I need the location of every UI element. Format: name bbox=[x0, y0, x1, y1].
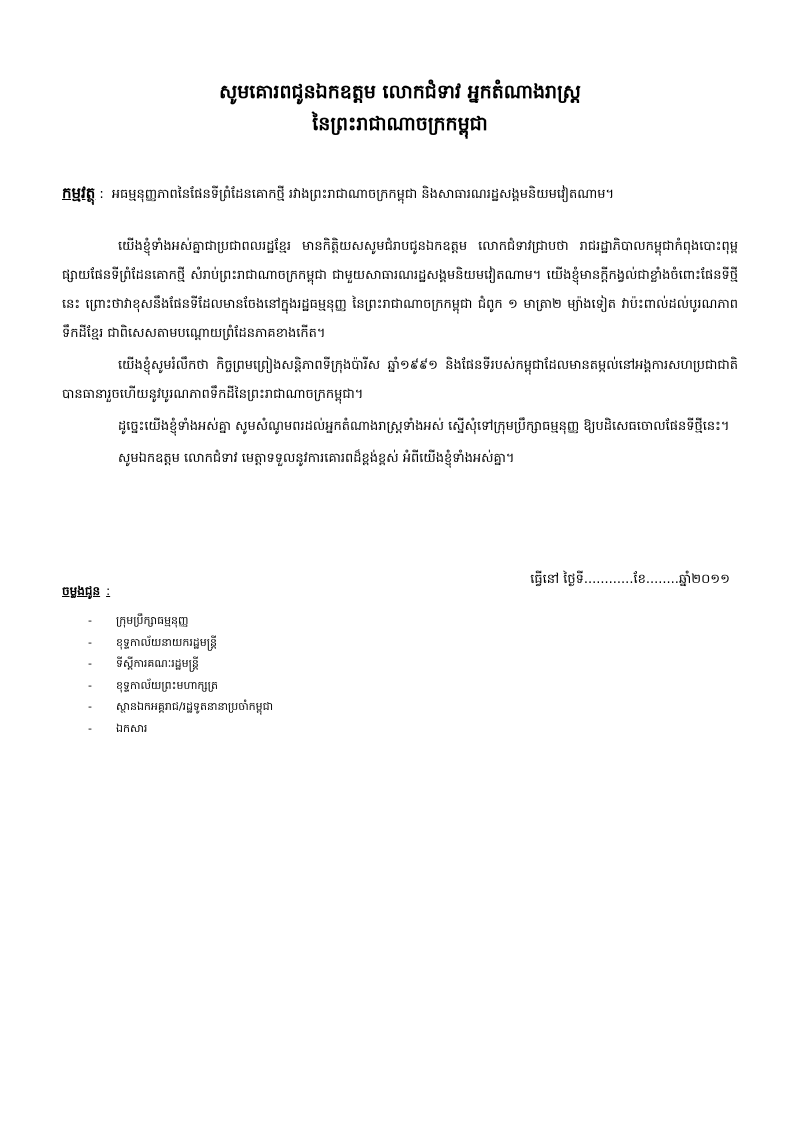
date-line: ធ្វើនៅ ថ្ងៃទី............ខែ........ឆ្នាំ២០១១ bbox=[530, 572, 730, 587]
cc-recipient: ស្ថានឯកអគ្គរាជ/រដ្ឋទូតនានាប្រចាំកម្ពុជា bbox=[116, 700, 274, 714]
cc-colon: : bbox=[106, 584, 111, 598]
list-dash: - bbox=[88, 657, 92, 671]
list-item bbox=[88, 675, 273, 697]
letter-body bbox=[62, 232, 738, 476]
body-paragraph: ដូច្នេះយើងខ្ញុំទាំងអស់គ្នា សូមសំណូមពរដល់អ្នកតំណាងរាស្ត្រទាំងអស់ ស្នើសុំទៅក្រុមប្រឹក្សាធម្មនុញ្ញ ឱ្យបដិសេធចោលផែនទីថ្មីនេះ។ bbox=[118, 419, 730, 434]
list-item bbox=[88, 696, 273, 718]
subject-text: អធម្មនុញ្ញភាពនៃផែនទីព្រំដែនគោកថ្មី រវាងព្រះរាជាណាចក្រកម្ពុជា និងសាធារណរដ្ឋសង្គមនិយមវៀតណាម។ bbox=[111, 187, 615, 202]
list-dash: - bbox=[88, 678, 92, 692]
cc-recipient: ក្រុមប្រឹក្សាធម្មនុញ្ញ bbox=[116, 614, 189, 627]
list-item bbox=[88, 610, 273, 632]
kingdom-title: នៃព្រះរាជាណាចក្រកម្ពុជា bbox=[312, 113, 488, 135]
list-item bbox=[88, 653, 273, 675]
cc-label: ចម្លងជូន bbox=[62, 584, 101, 598]
list-item bbox=[88, 718, 273, 740]
body-paragraph: សូមឯកឧត្តម លោកជំទាវ មេត្តាទទួលនូវការគោរពដ៏ខ្ពង់ខ្ពស់ អំពីយើងខ្ញុំទាំងអស់គ្នា។ bbox=[118, 451, 515, 466]
subject-colon: : bbox=[99, 187, 104, 202]
cc-recipient: ឯកសារ bbox=[116, 721, 148, 735]
subject-line bbox=[62, 184, 752, 206]
cc-heading bbox=[62, 583, 110, 601]
body-paragraph: យើងខ្ញុំសូមរំលឹកថា កិច្ចព្រមព្រៀងសន្តិភាពទីក្រុងប៉ារីស ឆ្នាំ១៩៩១ និងផែនទីរបស់កម្ពុជាដែលមានតម្កល់នៅអង្គការសហប្រជាជាតិ បានធានារួចហើយនូវបូរណភាពទឹកដីនៃព្រះរាជាណាចក្រកម្ពុជា។ bbox=[62, 358, 738, 402]
list-dash: - bbox=[88, 635, 92, 649]
list-item bbox=[88, 632, 273, 654]
subject-label: កម្មវត្ថុ bbox=[62, 184, 96, 202]
list-dash: - bbox=[88, 614, 92, 627]
addressee-title: សូមគោរពជូនឯកឧត្តម លោកជំទាវ អ្នកតំណាងរាស្ត្រ bbox=[219, 81, 581, 103]
list-dash: - bbox=[88, 721, 92, 735]
list-dash: - bbox=[88, 700, 92, 714]
body-paragraph: យើងខ្ញុំទាំងអស់គ្នាជាប្រជាពលរដ្ឋខ្មែរ មានកិត្តិយសសូមជំរាបជូនឯកឧត្តម លោកជំទាវជ្រាបថា រាជរដ្ឋាភិបាលកម្ពុជាកំពុងបោះពុម្ពផ្សាយផែនទីព្រំដែនគោកថ្មី សំរាប់ព្រះរាជាណាចក្រកម្ពុជា ជាមួយសាធារណរដ្ឋសង្គមនិយមវៀតណាម។ យើងខ្ញុំមានក្តីកង្វល់ជាខ្លាំងចំពោះផែនទីថ្មីនេះ ព្រោះថាវាខុសនឹងផែនទីដែលមានចែងនៅក្នុងរដ្ឋធម្មនុញ្ញ នៃព្រះរាជាណាចក្រកម្ពុជា ជំពូក ១ មាត្រា២ ម្យ៉ាងទៀត វាប៉ះពាល់ដល់បូរណភាពទឹកដីខ្មែរ ជាពិសេសតាមបណ្តោយព្រំដែនភាគខាងកើត។ bbox=[62, 239, 738, 341]
cc-recipient: ខុទ្ទកាល័យព្រះមហាក្សត្រ bbox=[116, 678, 218, 692]
cc-list bbox=[88, 610, 273, 740]
cc-recipient: ខុទ្ទកាល័យនាយករដ្ឋមន្ត្រី bbox=[116, 635, 218, 649]
cc-recipient: ទីស្តីការគណៈរដ្ឋមន្ត្រី bbox=[116, 657, 199, 671]
